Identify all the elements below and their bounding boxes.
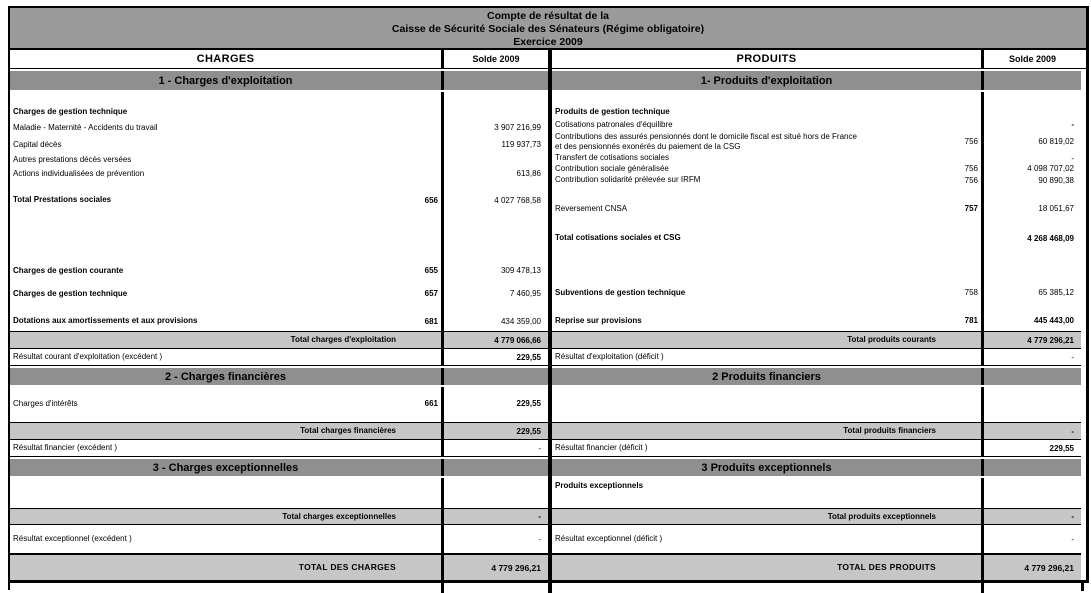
charges-spacer-row — [10, 92, 548, 105]
row-label-cell — [10, 459, 441, 476]
row-label: Total charges d'exploitation — [290, 335, 396, 345]
row-label-cell — [552, 509, 981, 524]
solde-column-header-left: Solde 2009 — [472, 54, 520, 64]
solde-value: 229,55 — [516, 352, 541, 362]
row-label: Produits exceptionnels — [555, 481, 644, 491]
charges-total-row — [10, 331, 548, 349]
solde-value: 4 779 066,66 — [494, 335, 541, 345]
produits-total-row — [552, 422, 1081, 440]
row-label-cell — [10, 180, 441, 192]
solde-value: - — [1071, 534, 1074, 544]
solde-value — [984, 459, 1081, 476]
produits-table-row — [552, 349, 1081, 366]
solde-value — [984, 105, 1081, 119]
row-label: Charges de gestion technique — [13, 107, 128, 117]
charges-column-header: CHARGES — [196, 53, 255, 65]
solde-value: - — [1071, 352, 1074, 362]
charges-table-row — [10, 262, 548, 279]
solde-value — [444, 387, 548, 395]
row-label-cell — [552, 174, 981, 186]
row-label: Résultat courant d'exploitation (excédent ) — [13, 352, 163, 362]
row-label-cell — [10, 440, 441, 456]
produits-spacer-row — [552, 186, 1081, 200]
charges-table-row — [10, 167, 548, 180]
charges-table-row — [10, 349, 548, 366]
produits-table-row — [552, 130, 1081, 153]
solde-value — [444, 208, 548, 262]
charges-spacer-row — [10, 180, 548, 192]
row-label-cell — [552, 119, 981, 130]
row-label: Total charges exceptionnelles — [282, 511, 396, 521]
row-label-cell — [10, 349, 441, 365]
row-label-cell — [552, 494, 981, 508]
solde-value: 445 443,00 — [1033, 316, 1074, 325]
produits-section — [552, 69, 1081, 580]
solde-value: 4 098 707,02 — [1027, 164, 1074, 173]
row-label: Total produits courants — [847, 335, 936, 345]
charges-table-row — [10, 285, 548, 302]
solde-value: 4 779 296,21 — [1024, 562, 1074, 573]
income-statement-table — [8, 6, 1089, 583]
row-label: Total charges financières — [300, 426, 396, 436]
row-label: Résultat d'exploitation (déficit ) — [555, 352, 664, 362]
solde-value: 434 359,00 — [500, 316, 541, 326]
charges-total-row — [10, 422, 548, 440]
produits-table-row — [552, 200, 1081, 217]
report-title-line2: Caisse de Sécurité Sociale des Sénateurs (Régime obligatoire) — [391, 23, 705, 35]
charges-section-header — [10, 366, 548, 387]
solde-value — [444, 105, 548, 119]
left-border-extension — [8, 583, 10, 590]
solde-value: - — [1071, 512, 1074, 521]
row-label-cell — [552, 130, 981, 153]
solde-value — [984, 246, 1081, 284]
produits-spacer-row — [552, 387, 1081, 422]
account-number: 757 — [964, 204, 978, 213]
section-header-label: 3 - Charges exceptionnelles — [152, 461, 299, 474]
solde-value — [984, 92, 1081, 105]
row-label-cell — [10, 387, 441, 395]
solde-value — [984, 368, 1081, 385]
row-label-cell — [552, 301, 981, 310]
row-label-cell — [10, 192, 441, 208]
solde-value — [984, 186, 1081, 200]
row-label: Total produits exceptionnels — [827, 511, 936, 521]
row-label-cell — [10, 136, 441, 153]
produits-table-row — [552, 153, 1081, 163]
account-number: 756 — [964, 137, 978, 146]
row-label-cell — [10, 153, 441, 167]
solde-value: 60 819,02 — [1038, 137, 1074, 146]
account-number: 758 — [964, 288, 978, 297]
produits-spacer-row — [552, 246, 1081, 284]
charges-total-row — [10, 508, 548, 525]
row-label: TOTAL DES PRODUITS — [837, 561, 936, 572]
row-label-cell — [552, 71, 981, 90]
row-label: Résultat exceptionnel (déficit ) — [555, 534, 663, 544]
produits-table-row — [552, 163, 1081, 174]
section-header-label: 2 Produits financiers — [712, 370, 821, 383]
solde-value — [984, 494, 1081, 508]
row-label: Transfert de cotisations sociales — [555, 153, 669, 163]
row-label-cell — [10, 412, 441, 422]
charges-spacer-row — [10, 412, 548, 422]
solde-value: 4 268 468,09 — [1027, 233, 1074, 243]
charges-spacer-row — [10, 302, 548, 311]
solde-value — [444, 478, 548, 508]
column-divider-extension — [981, 583, 984, 593]
charges-table-row — [10, 105, 548, 119]
table-body — [10, 69, 1086, 580]
row-label: Autres prestations décès versées — [13, 155, 132, 165]
row-label: Résultat financier (excédent ) — [13, 443, 118, 453]
solde-value: 229,55 — [516, 426, 541, 436]
row-label-cell — [552, 368, 981, 385]
solde-value: - — [538, 443, 541, 453]
charges-spacer-row — [10, 478, 548, 508]
row-label-cell — [552, 332, 981, 348]
produits-spacer-row — [552, 217, 1081, 230]
solde-value: 3 907 216,99 — [494, 123, 541, 132]
produits-spacer-row — [552, 494, 1081, 508]
account-number: 756 — [964, 175, 978, 185]
produits-table-row — [552, 525, 1081, 553]
row-label: Contribution sociale généralisée — [555, 163, 669, 173]
charges-section-header — [10, 69, 548, 92]
produits-table-row — [552, 174, 1081, 186]
account-number: 657 — [424, 289, 438, 298]
charges-table-row — [10, 153, 548, 167]
solde-value — [444, 368, 548, 385]
produits-section-header — [552, 457, 1081, 478]
solde-value: 90 890,38 — [1038, 175, 1074, 185]
row-label-cell — [552, 246, 981, 284]
solde-value: 65 385,12 — [1038, 288, 1074, 297]
row-label-cell — [552, 459, 981, 476]
right-border-extension — [1081, 583, 1084, 591]
row-label-cell — [10, 302, 441, 311]
solde-value — [444, 153, 548, 167]
row-label-cell — [10, 311, 441, 331]
row-label: Subventions de gestion technique — [555, 287, 686, 297]
report-title-line3: Exercice 2009 — [513, 36, 583, 48]
section-header-label: 2 - Charges financières — [164, 370, 287, 383]
row-label: Contributions des assurés pensionnés dont le domicile fiscal est situé hors de France et des pensionnés exonérés du paiement de la CSG — [555, 132, 857, 151]
row-label-cell — [552, 105, 981, 119]
produits-section-header — [552, 366, 1081, 387]
produits-table-row — [552, 230, 1081, 246]
row-label-cell — [552, 186, 981, 200]
solde-value — [444, 92, 548, 105]
row-label-cell — [10, 262, 441, 279]
produits-table-row — [552, 310, 1081, 331]
row-label-cell — [10, 423, 441, 439]
charges-table-row — [10, 119, 548, 136]
row-label-cell — [552, 423, 981, 439]
row-label: Actions individualisées de prévention — [13, 168, 145, 178]
column-header-row — [10, 50, 1086, 69]
charges-section — [10, 69, 548, 580]
solde-value — [444, 180, 548, 192]
row-label-cell — [552, 92, 981, 105]
row-label-cell — [10, 555, 441, 580]
row-label-cell — [10, 285, 441, 302]
produits-grand-total-row — [552, 553, 1081, 580]
row-label: Total cotisations sociales et CSG — [555, 233, 681, 243]
charges-table-row — [10, 311, 548, 331]
charges-table-row — [10, 136, 548, 153]
row-label-cell — [10, 119, 441, 136]
solde-value — [444, 302, 548, 311]
report-title-line1: Compte de résultat de la — [487, 10, 609, 22]
solde-value: - — [1071, 426, 1074, 436]
solde-value — [984, 478, 1081, 494]
solde-value — [984, 301, 1081, 310]
row-label-cell — [552, 217, 981, 230]
produits-spacer-row — [552, 301, 1081, 310]
produits-spacer-row — [552, 92, 1081, 105]
solde-value — [984, 217, 1081, 230]
section-header-label: 3 Produits exceptionnels — [701, 461, 832, 474]
solde-value: 229,55 — [516, 399, 541, 408]
row-label: Produits de gestion technique — [555, 107, 670, 117]
produits-column-header: PRODUITS — [736, 53, 797, 65]
row-label: Maladie - Maternité - Accidents du travail — [13, 122, 158, 132]
account-number: 661 — [424, 399, 438, 408]
row-label-cell — [10, 368, 441, 385]
row-label-cell — [10, 105, 441, 119]
solde-value — [444, 71, 548, 90]
row-label: Contribution solidarité prélevée sur IRFM — [555, 175, 701, 185]
row-label: Total Prestations sociales — [13, 195, 112, 205]
account-number: 781 — [964, 316, 978, 325]
charges-table-row — [10, 395, 548, 412]
charges-table-row — [10, 525, 548, 553]
row-label-cell — [552, 387, 981, 422]
row-label-cell — [10, 525, 441, 553]
solde-value: - — [1071, 153, 1074, 163]
solde-value: - — [1071, 120, 1074, 129]
solde-value — [444, 412, 548, 422]
solde-value: - — [538, 512, 541, 521]
row-label-cell — [10, 208, 441, 262]
produits-table-row — [552, 440, 1081, 457]
solde-value: 309 478,13 — [500, 266, 541, 275]
account-number: 756 — [964, 164, 978, 173]
row-label: Reversement CNSA — [555, 203, 628, 213]
solde-value: - — [538, 534, 541, 544]
row-label: Résultat financier (déficit ) — [555, 443, 648, 453]
charges-spacer-row — [10, 208, 548, 262]
row-label-cell — [552, 478, 981, 494]
solde-value: 119 937,73 — [501, 140, 541, 149]
produits-table-row — [552, 105, 1081, 119]
row-label-cell — [552, 230, 981, 246]
row-label-cell — [552, 555, 981, 580]
row-label-cell — [552, 284, 981, 301]
section-header-label: 1- Produits d'exploitation — [700, 74, 833, 87]
row-label-cell — [552, 200, 981, 217]
row-label-cell — [552, 310, 981, 331]
charges-grand-total-row — [10, 553, 548, 580]
produits-table-row — [552, 284, 1081, 301]
solde-value: 18 051,67 — [1038, 204, 1074, 213]
row-label-cell — [10, 478, 441, 508]
row-label: Total produits financiers — [843, 426, 936, 436]
solde-value: 229,55 — [1049, 443, 1074, 453]
solde-column-header-right: Solde 2009 — [1008, 54, 1057, 64]
row-label-cell — [552, 525, 981, 553]
solde-value — [984, 71, 1081, 90]
row-label-cell — [552, 440, 981, 456]
charges-section-header — [10, 457, 548, 478]
solde-value: 7 460,95 — [509, 289, 541, 298]
report-title — [10, 8, 1086, 50]
row-label-cell — [552, 153, 981, 163]
produits-total-row — [552, 508, 1081, 525]
row-label-cell — [10, 92, 441, 105]
row-label: Charges d'intérêts — [13, 398, 78, 408]
row-label-cell — [10, 395, 441, 412]
account-number: 681 — [424, 316, 438, 326]
column-divider-extension — [441, 583, 444, 593]
row-label-cell — [10, 71, 441, 90]
solde-value: 613,86 — [516, 169, 541, 178]
solde-value: 4 779 296,21 — [491, 562, 541, 573]
row-label: Reprise sur provisions — [555, 315, 642, 325]
account-number: 655 — [424, 266, 438, 275]
row-label-cell — [10, 509, 441, 524]
row-label-cell — [552, 349, 981, 365]
row-label-cell — [552, 163, 981, 174]
produits-section-header — [552, 69, 1081, 92]
charges-table-row — [10, 440, 548, 457]
section-header-label: 1 - Charges d'exploitation — [158, 74, 293, 87]
row-label: Charges de gestion technique — [13, 288, 128, 298]
solde-value — [984, 387, 1081, 422]
row-label: Charges de gestion courante — [13, 265, 124, 275]
solde-value: 4 779 296,21 — [1027, 335, 1074, 345]
row-label-cell — [10, 332, 441, 348]
produits-table-row — [552, 119, 1081, 130]
row-label: Résultat exceptionnel (excédent ) — [13, 534, 132, 544]
row-label: Capital décès — [13, 139, 62, 149]
row-label: Cotisations patronales d'équilibre — [555, 119, 673, 129]
account-number: 656 — [424, 195, 438, 205]
solde-value — [444, 459, 548, 476]
row-label-cell — [10, 167, 441, 180]
produits-total-row — [552, 331, 1081, 349]
charges-table-row — [10, 192, 548, 208]
charges-spacer-row — [10, 387, 548, 395]
row-label: TOTAL DES CHARGES — [298, 561, 396, 572]
center-divider-extension — [548, 583, 552, 593]
row-label: Dotations aux amortissements et aux provisions — [13, 316, 198, 326]
solde-value: 4 027 768,58 — [494, 195, 541, 205]
produits-table-row — [552, 478, 1081, 494]
